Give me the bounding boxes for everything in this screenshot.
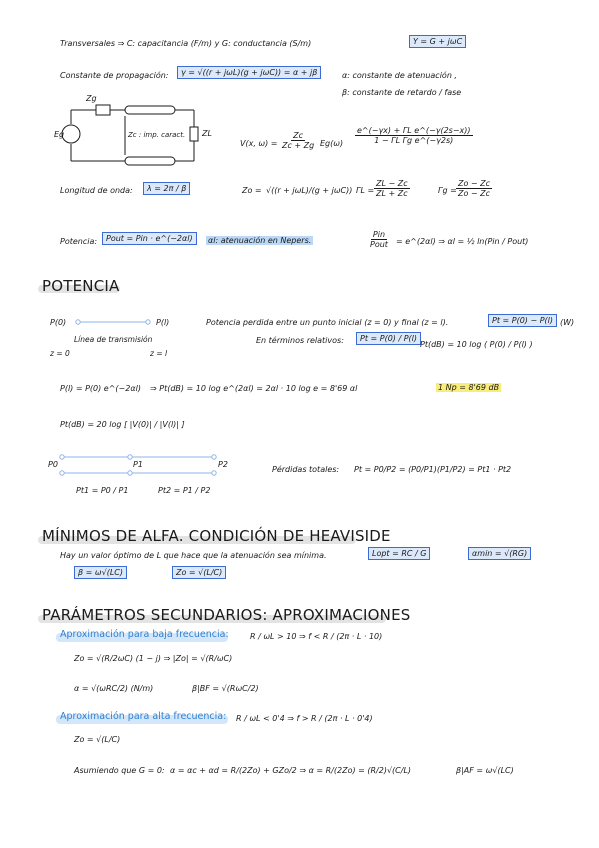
alta-label: Aproximación para alta frecuencia: — [60, 711, 227, 722]
lopt-box: Lopt = RC / G — [368, 547, 430, 560]
transversales-text: Transversales ⇒ C: capacitancia (F/m) y G: conductancia (S/m) — [60, 39, 312, 48]
relativos-box: Pt = P(0) / P(l) — [356, 332, 421, 345]
v-num: Zc — [293, 131, 304, 140]
v-eg: Eg(ω) — [320, 139, 344, 148]
baja-label: Aproximación para baja frecuencia: — [60, 629, 229, 640]
v-rnum: e^(−γx) + ΓL e^(−γ(2s−x)) — [357, 126, 471, 135]
baja-zo: Zo = √(R/2ωC) (1 − j) ⇒ |Zo| = √(R/ωC) — [74, 654, 233, 663]
propagacion-label: Constante de propagación: — [60, 71, 169, 80]
zo-lhs: Zo = — [242, 186, 262, 195]
potencia-label: Potencia: — [60, 237, 98, 246]
secundarios-title: PARÁMETROS SECUNDARIOS: APROXIMACIONES — [42, 606, 411, 624]
heaviside-text: Hay un valor óptimo de L que hace que la atenuación sea mínima. — [60, 551, 327, 560]
gg-lhs: Γg = — [438, 186, 457, 195]
v-rden: 1 − ΓL Γg e^(−γ2s) — [374, 136, 454, 146]
potencia-title: POTENCIA — [42, 277, 120, 295]
pl-eq: P(l) = P(0) e^(−2αl) — [60, 384, 141, 393]
zl-label: ZL — [202, 129, 212, 138]
np-highlight: 1 Np = 8'69 dB — [438, 383, 500, 392]
alta-cond: R / ωL < 0'4 ⇒ f > R / (2π · L · 0'4) — [236, 714, 373, 723]
p1b-label: P1 — [133, 460, 143, 469]
pt1-eq: Pt1 = P0 / P1 — [76, 486, 129, 495]
pt2-eq: Pt2 = P1 / P2 — [158, 486, 211, 495]
alta-beta: β|AF = ω√(LC) — [456, 766, 514, 775]
totales-eq: Pt = P0/P2 = (P0/P1)(P1/P2) = Pt1 · Pt2 — [354, 465, 512, 474]
p0b-label: P0 — [48, 460, 58, 469]
baja-cond: R / ωL > 10 ⇒ f < R / (2π · L · 10) — [250, 632, 383, 641]
gg-den: Zo − Zc — [458, 189, 491, 199]
alta-zo: Zo = √(L/C) — [74, 735, 121, 744]
pin-rhs: = e^(2αl) ⇒ αl = ½ ln(Pin / Pout) — [396, 237, 529, 246]
zo-rhs: √((r + jωL)/(g + jωC)) — [266, 186, 353, 195]
p2b-label: P2 — [218, 460, 228, 469]
pt-db-eq: ⇒ Pt(dB) = 10 log e^(2αl) = 2αl · 10 log e = 8'69 αl — [150, 384, 358, 393]
gg-num: Zo − Zc — [458, 179, 491, 188]
heaviside-title: MÍNIMOS DE ALFA. CONDICIÓN DE HEAVISIDE — [42, 527, 391, 545]
totales-label: Pérdidas totales: — [272, 465, 340, 474]
potencia-box: Pout = Pin · e^(−2αl) — [102, 232, 197, 245]
gl-den: ZL + Zc — [376, 189, 408, 199]
zo-box: Zo = √(L/C) — [172, 566, 226, 579]
z0-label: z = 0 — [50, 349, 70, 358]
zg-label: Zg — [86, 94, 97, 103]
longitud-label: Longitud de onda: — [60, 186, 133, 195]
pin-num: Pin — [372, 230, 386, 239]
baja-alpha: α = √(ωRC/2) (N/m) — [74, 684, 154, 693]
pin-den: Pout — [370, 240, 388, 250]
asumiendo-eq: α = αc + αd = R/(2Zo) + GZo/2 ⇒ α = R/(2Zo) = (R/2)√(C/L) — [170, 766, 412, 775]
perdida-box: Pt = P(0) − P(l) — [488, 314, 557, 327]
pt-db: Pt(dB) = 10 log ( P(0) / P(l) ) — [420, 340, 533, 349]
pl-label: P(l) — [156, 318, 170, 327]
potencia-note: αl: atenuación en Nepers. — [208, 236, 312, 245]
p0-label: P(0) — [50, 318, 67, 327]
alpha-note: α: constante de atenuación , — [342, 71, 457, 80]
gl-num: ZL − Zc — [376, 179, 408, 188]
linea-label: Línea de transmisión — [74, 335, 153, 344]
zc-note: Zc : imp. caract. — [128, 131, 186, 139]
longitud-box: λ = 2π / β — [143, 182, 190, 195]
baja-beta: β|BF = √(RωC/2) — [192, 684, 259, 693]
gl-lhs: ΓL = — [356, 186, 375, 195]
eg-label: Eg — [54, 130, 65, 139]
zl-pos-label: z = l — [150, 349, 168, 358]
beta-note: β: constante de retardo / fase — [342, 88, 462, 97]
relativos-text: En términos relativos: — [256, 336, 344, 345]
amin-box: αmin = √(RG) — [468, 547, 531, 560]
transversales-box: Y = G + jωC — [409, 35, 466, 48]
propagacion-box: γ = √((r + jωL)(g + jωC)) = α + jβ — [177, 66, 321, 79]
beta-box: β = ω√(LC) — [74, 566, 127, 579]
v-den: Zc + Zg — [282, 141, 315, 151]
asumiendo-label: Asumiendo que G = 0: — [74, 766, 165, 775]
pt-db-v: Pt(dB) = 20 log [ |V(0)| / |V(l)| ] — [60, 420, 185, 429]
perdida-text: Potencia perdida entre un punto inicial (z = 0) y final (z = l). — [206, 318, 449, 327]
perdida-unit: (W) — [560, 318, 575, 327]
v-lhs: V(x, ω) = — [240, 139, 278, 148]
